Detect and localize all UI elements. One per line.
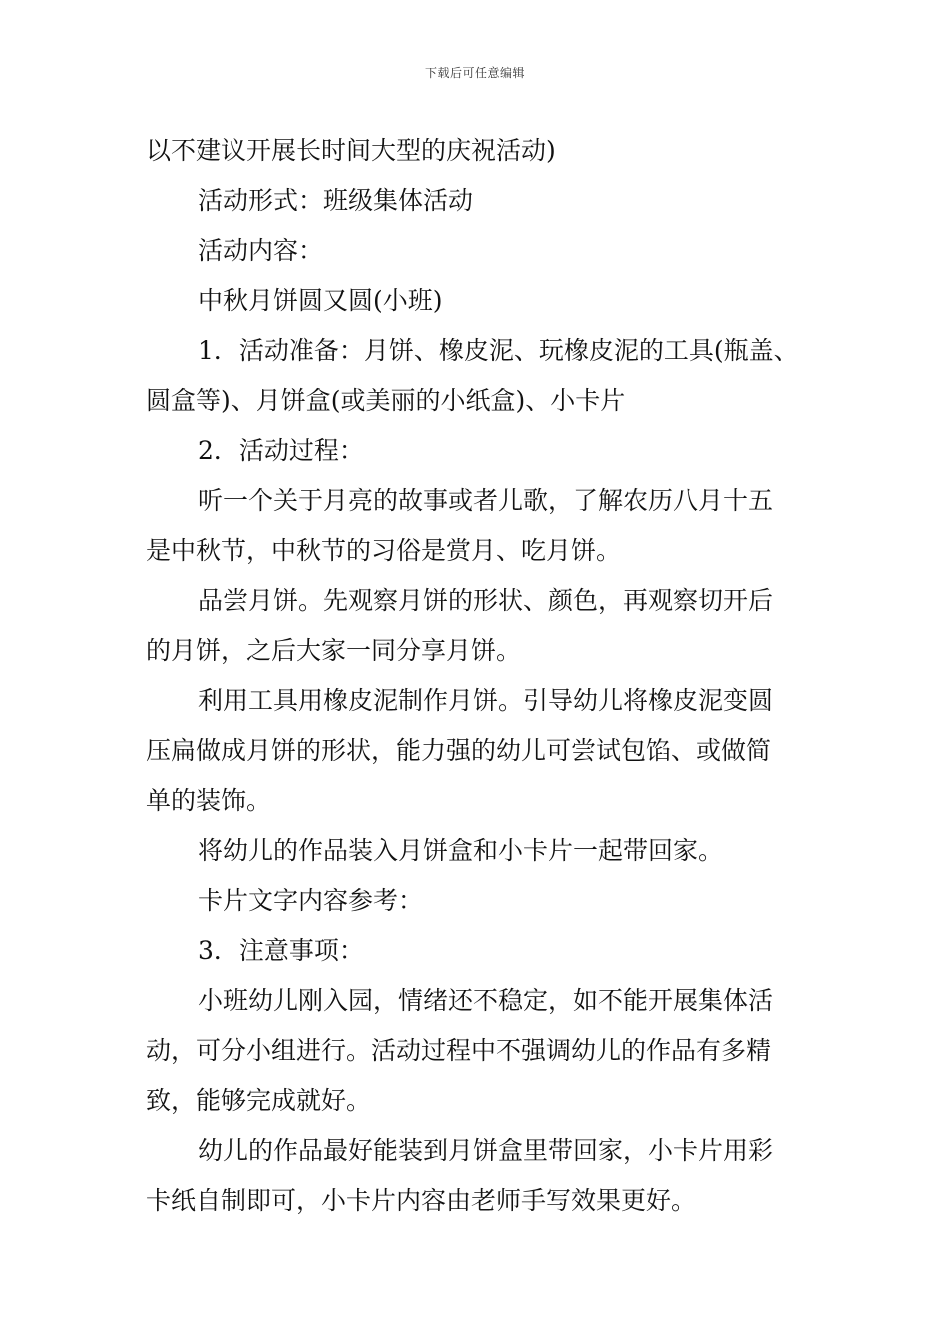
paragraph-line: 活动形式：班级集体活动 [198, 186, 474, 215]
paragraph-line: 3．注意事项： [198, 936, 364, 965]
paragraph-line: 听一个关于月亮的故事或者儿歌，了解农历八月十五 [198, 486, 774, 515]
paragraph-line: 幼儿的作品最好能装到月饼盒里带回家，小卡片用彩 [198, 1136, 774, 1165]
paragraph-line: 品尝月饼。先观察月饼的形状、颜色，再观察切开后 [198, 586, 774, 615]
paragraph-line: 的月饼，之后大家一同分享月饼。 [146, 636, 522, 665]
paragraph-line: 单的装饰。 [146, 786, 272, 815]
paragraph-line: 动，可分小组进行。活动过程中不强调幼儿的作品有多精 [146, 1036, 772, 1065]
paragraph-line: 卡片文字内容参考： [198, 886, 424, 915]
document-body [146, 126, 826, 1226]
paragraph-line: 1．活动准备：月饼、橡皮泥、玩橡皮泥的工具(瓶盖、 [198, 336, 799, 365]
paragraph-line: 以不建议开展长时间大型的庆祝活动) [146, 136, 556, 165]
section-title: 中秋月饼圆又圆(小班) [198, 286, 443, 315]
paragraph-line: 活动内容： [198, 236, 324, 265]
paragraph-line: 致，能够完成就好。 [146, 1086, 372, 1115]
paragraph-line: 2．活动过程： [198, 436, 364, 465]
paragraph-line: 圆盒等)、月饼盒(或美丽的小纸盒)、小卡片 [146, 386, 626, 415]
paragraph-line: 小班幼儿刚入园，情绪还不稳定，如不能开展集体活 [198, 986, 774, 1015]
paragraph-line: 将幼儿的作品装入月饼盒和小卡片一起带回家。 [198, 836, 724, 865]
paragraph-line: 利用工具用橡皮泥制作月饼。引导幼儿将橡皮泥变圆 [198, 686, 774, 715]
paragraph-line: 卡纸自制即可，小卡片内容由老师手写效果更好。 [146, 1186, 697, 1215]
paragraph-line: 是中秋节，中秋节的习俗是赏月、吃月饼。 [146, 536, 622, 565]
paragraph-line: 压扁做成月饼的形状，能力强的幼儿可尝试包馅、或做简 [146, 736, 772, 765]
page-header: 下载后可任意编辑 [424, 66, 525, 80]
